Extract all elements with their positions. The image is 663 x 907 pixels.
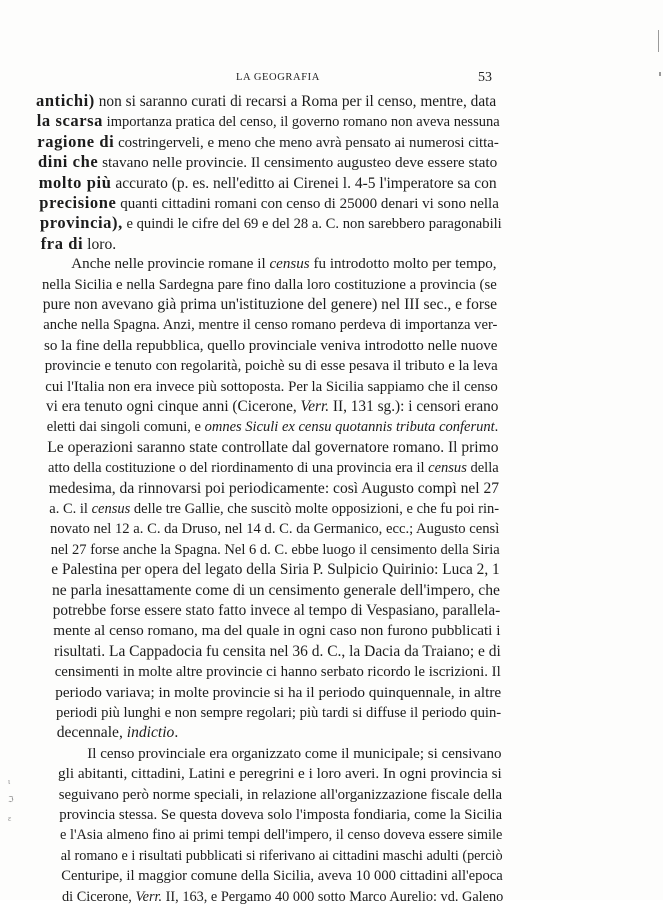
line-text: importanza pratica del censo, il governo romano non aveva nessuna xyxy=(103,114,500,131)
line-text: Il censo provinciale era organizzato come il municipale; si censivano xyxy=(87,745,502,762)
text-line xyxy=(47,417,499,437)
line-text: costringerveli, e meno che meno avrà pensato ai numerosi citta- xyxy=(114,134,499,151)
line-text: e Palestina per opera del legato della Siria P. Sulpicio Quirinio: Luca 2, 1 xyxy=(51,561,500,579)
line-text: non si saranno curati di recarsi a Roma per il censo, mentre, data xyxy=(94,93,497,110)
line-text: quanti cittadini romani con censo di 25000 denari vi sono nella xyxy=(116,196,499,212)
line-text: Le operazioni saranno state controllate dal governatore romano. Il primo xyxy=(47,438,499,456)
text-line xyxy=(53,601,501,621)
line-text-after: . xyxy=(174,724,179,742)
bold-lead-in: fra di xyxy=(40,233,84,253)
text-line xyxy=(60,825,502,845)
line-text: gli abitanti, cittadini, Latini e peregrini e i loro averi. In ogni provincia si xyxy=(58,765,502,783)
italic-term: census xyxy=(269,256,310,273)
line-text-after: della xyxy=(466,460,499,477)
line-text: nella Sicilia e nella Sardegna pare fino dalla loro costituzione a provincia (se xyxy=(42,276,497,293)
line-text-after: fu introdotto molto per tempo, xyxy=(309,256,497,273)
line-text: stavano nelle provincie. Il censimento augusteo deve essere stato xyxy=(98,154,498,172)
running-head-title: LA GEOGRAFIA xyxy=(236,72,320,83)
scan-edge-mark xyxy=(658,30,659,52)
line-text: eletti dai singoli comuni, e xyxy=(46,419,205,436)
line-text: vi era tenuto ogni cinque anni (Cicerone, xyxy=(46,398,301,415)
line-text: potrebbe forse essere stato fatto invece al tempo di Vespasiano, parallela- xyxy=(52,602,501,619)
text-line xyxy=(52,581,500,601)
bold-lead-in: la scarsa xyxy=(36,111,104,131)
line-text: seguivano però norme speciali, in relazione all'organizzazione fiscale della xyxy=(58,786,503,803)
text-line xyxy=(36,111,500,132)
line-text-after: II, 131 sg.): i censori erano xyxy=(329,398,499,415)
bold-lead-in: precisione xyxy=(39,193,117,212)
text-line xyxy=(53,621,500,641)
italic-term: census xyxy=(428,460,467,477)
text-line xyxy=(61,846,503,866)
text-line xyxy=(38,152,496,173)
line-text-after: delle tre Gallie, che suscitò molte opposizioni, e che fu poi rin- xyxy=(130,501,500,517)
text-line xyxy=(43,315,497,335)
text-line xyxy=(51,540,500,560)
text-line xyxy=(45,356,498,376)
line-text: e quindi le cifre del 69 e del 28 a. C. non sarebbero paragonabili xyxy=(122,216,502,233)
line-text: novato nel 12 a. C. da Druso, nel 14 d. C. da Germanico, ecc.; Augusto censì xyxy=(50,521,500,538)
text-line xyxy=(57,723,502,743)
italic-term: indictio xyxy=(126,724,175,742)
line-text: censimenti in molte altre provincie ci hanno serbato ricordo le iscrizioni. Il xyxy=(54,664,501,681)
line-text: al romano e i risultati pubblicati si riferivano ai cittadini maschi adulti (perciò xyxy=(60,847,503,864)
text-line xyxy=(42,275,497,295)
text-line xyxy=(62,887,503,907)
text-line xyxy=(47,438,498,458)
bold-lead-in: molto più xyxy=(38,172,112,192)
text-line xyxy=(59,805,502,825)
line-text: e l'Asia almeno fino ai primi tempi dell'impero, il censo doveva essere simile xyxy=(60,827,503,844)
text-line xyxy=(87,744,501,764)
line-text: Centuripe, il maggior comune della Sicilia, aveva 10 000 cittadini all'epoca xyxy=(61,868,503,885)
text-line xyxy=(37,131,499,153)
margin-mark: ℑ xyxy=(8,795,14,804)
italic-term: Verr. xyxy=(300,398,330,415)
line-text: risultati. La Cappadocia fu censita nel 36 d. C., la Dacia da Traiano; e di xyxy=(54,642,501,660)
scan-edge-mark xyxy=(659,72,661,76)
text-line xyxy=(41,234,497,255)
italic-term: omnes Siculi ex censu quotannis tributa conferunt xyxy=(204,419,495,436)
line-text-after: II, 163, e Pergamo 40 000 sotto Marco Aurelio: vd. Galeno xyxy=(162,888,504,905)
text-line xyxy=(49,479,499,499)
line-text: Anche nelle provincie romane il xyxy=(71,256,270,273)
text-line xyxy=(40,213,502,234)
line-text-after: . xyxy=(494,419,499,436)
line-text: accurato (p. es. nell'editto ai Cirenei l. 4-5 l'imperatore sa con xyxy=(111,174,497,192)
line-text: provincia stessa. Se questa doveva solo l'imposta fondiaria, come la Sicilia xyxy=(59,807,503,823)
margin-mark: ι xyxy=(8,777,11,786)
text-line xyxy=(45,377,498,397)
margin-mark: ε xyxy=(8,814,12,823)
text-line xyxy=(59,785,502,805)
text-line xyxy=(36,91,495,112)
text-line xyxy=(50,519,499,539)
line-text: provincie e tenuto con regolarità, poichè su di esse pesava il tributo e la leva xyxy=(44,358,498,375)
italic-term: Verr. xyxy=(135,888,163,905)
text-line xyxy=(39,173,496,194)
text-line xyxy=(55,662,501,682)
bold-lead-in: dini che xyxy=(38,152,99,172)
line-text: decennale, xyxy=(56,724,127,742)
line-text: a. C. il xyxy=(49,501,92,517)
text-line xyxy=(61,866,503,886)
text-line xyxy=(56,703,501,723)
line-text: periodi più lunghi e non sempre regolari; più tardi si diffuse il periodo quin- xyxy=(56,705,502,721)
line-text: pure non avevano già prima un'istituzione del genere) nel III sec., e forse xyxy=(42,296,498,313)
text-line xyxy=(46,397,498,417)
bold-lead-in: provincia), xyxy=(40,213,123,233)
line-text: nel 27 forse anche la Spagna. Nel 6 d. C. ebbe luogo il censimento della Siria xyxy=(50,541,500,558)
line-text: cui l'Italia non era invece più sottoposta. Per la Sicilia sappiamo che il censo xyxy=(45,378,498,395)
line-text: medesima, da rinnovarsi poi periodicamente: così Augusto compì nel 27 xyxy=(48,479,500,497)
text-line xyxy=(49,499,499,519)
text-line xyxy=(71,254,496,274)
text-line xyxy=(43,295,497,315)
text-line xyxy=(58,764,502,784)
line-text: loro. xyxy=(83,235,117,253)
text-line xyxy=(55,683,501,703)
line-text: so la fine della repubblica, quello provinciale veniva introdotto nelle nuove xyxy=(44,337,498,354)
italic-term: census xyxy=(91,501,131,517)
bold-lead-in: ragione di xyxy=(37,131,115,151)
line-text: atto della costituzione o del riordinamento di una provincia era il xyxy=(48,460,429,477)
bold-lead-in: antichi) xyxy=(36,91,95,110)
line-text: periodo variava; in molte provincie si ha il periodo quinquennale, in altre xyxy=(55,683,502,701)
text-line xyxy=(44,336,498,356)
line-text: anche nella Spagna. Anzi, mentre il censo romano perdeva di importanza ver- xyxy=(43,317,498,334)
text-line xyxy=(39,193,499,214)
line-text: di Cicerone, xyxy=(62,888,136,905)
text-line xyxy=(51,560,499,580)
text-line xyxy=(54,642,501,662)
page-number: 53 xyxy=(478,70,492,85)
line-text: mente al censo romano, ma del quale in ogni caso non furono pubblicati i xyxy=(53,622,501,640)
text-line xyxy=(48,458,499,478)
line-text: ne parla inesattamente come di un censimento generale dell'impero, che xyxy=(52,581,500,599)
